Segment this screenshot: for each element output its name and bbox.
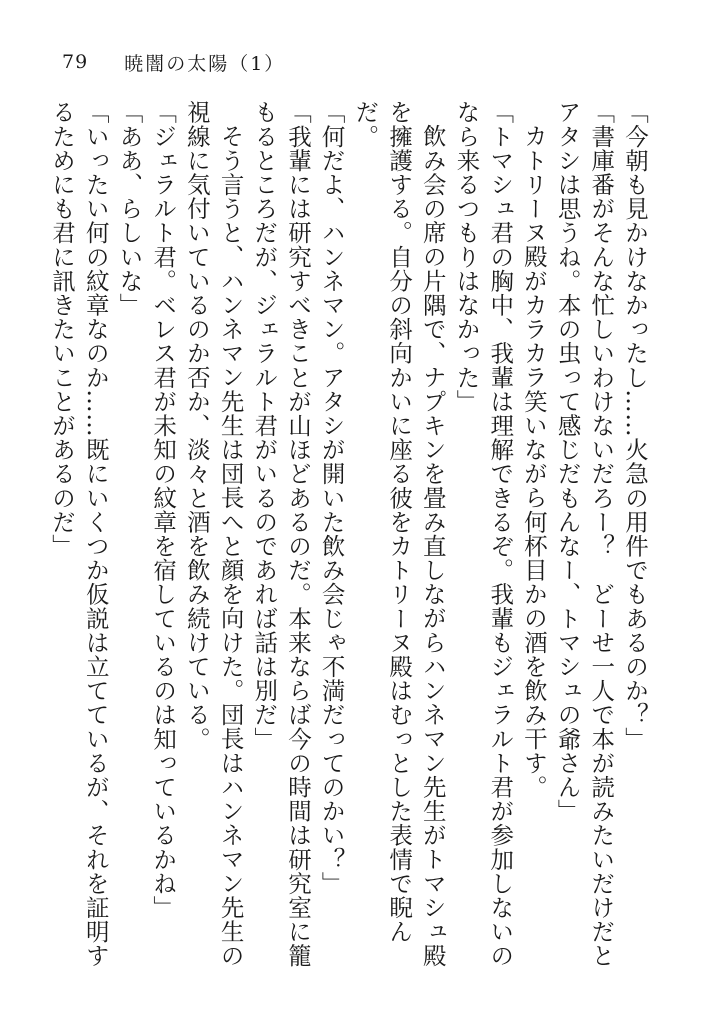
paragraph: 「書庫番がそんな忙しいわけないだろー？ どーせ一人で本が読みたいだけだとアタシは思うね。本の虫って感じだもんなー、トマシュの爺さん」 — [553, 100, 616, 968]
paragraph: 「トマシュ君の胸中、我輩は理解できるぞ。我輩もジェラルト君が参加しないのなら来るつもりはなかった」 — [452, 100, 515, 968]
paragraph: そう言うと、ハンネマン先生は団長へと顔を向けた。団長はハンネマン先生の視線に気付いているのか否か、淡々と酒を飲み続けている。 — [182, 100, 245, 967]
paragraph: 「ああ、らしいな」 — [115, 100, 144, 317]
page-number: 79 — [62, 51, 89, 73]
paragraph: 「我輩には研究すべきことが山ほどあるのだ。本来ならば今の時間は研究室に籠もるところだが、ジェラルト君がいるのであれば話は別だ」 — [250, 100, 312, 968]
paragraph: 「いったい何の紋章なのか……既にいくつか仮説は立てているが、それを証明するためにも君に訊きたいことがあるのだ」 — [48, 100, 110, 968]
vertical-body-text — [48, 100, 651, 980]
book-title: 暁闇の太陽（1） — [124, 52, 286, 75]
paragraph: 「ジェラルト君。ベレス君が未知の紋章を宿しているのは知っているかね」 — [149, 100, 178, 920]
paragraph: 「今朝も見かけなかったし……火急の用件でもあるのか？」 — [621, 100, 649, 751]
running-header — [62, 44, 285, 80]
paragraph: 「何だよ、ハンネマン。アタシが開いた飲み会じゃ不満だってのかい？」 — [317, 100, 346, 896]
paragraph: カトリーヌ殿がカラカラ笑いながら何杯目かの酒を飲み干す。 — [519, 123, 548, 799]
paragraph: 飲み会の席の片隅で、ナプキンを畳み直しながらハンネマン先生がトマシュ殿を擁護する。自分の斜向かいに座る彼をカトリーヌ殿はむっとした表情で睨んだ。 — [351, 100, 447, 967]
